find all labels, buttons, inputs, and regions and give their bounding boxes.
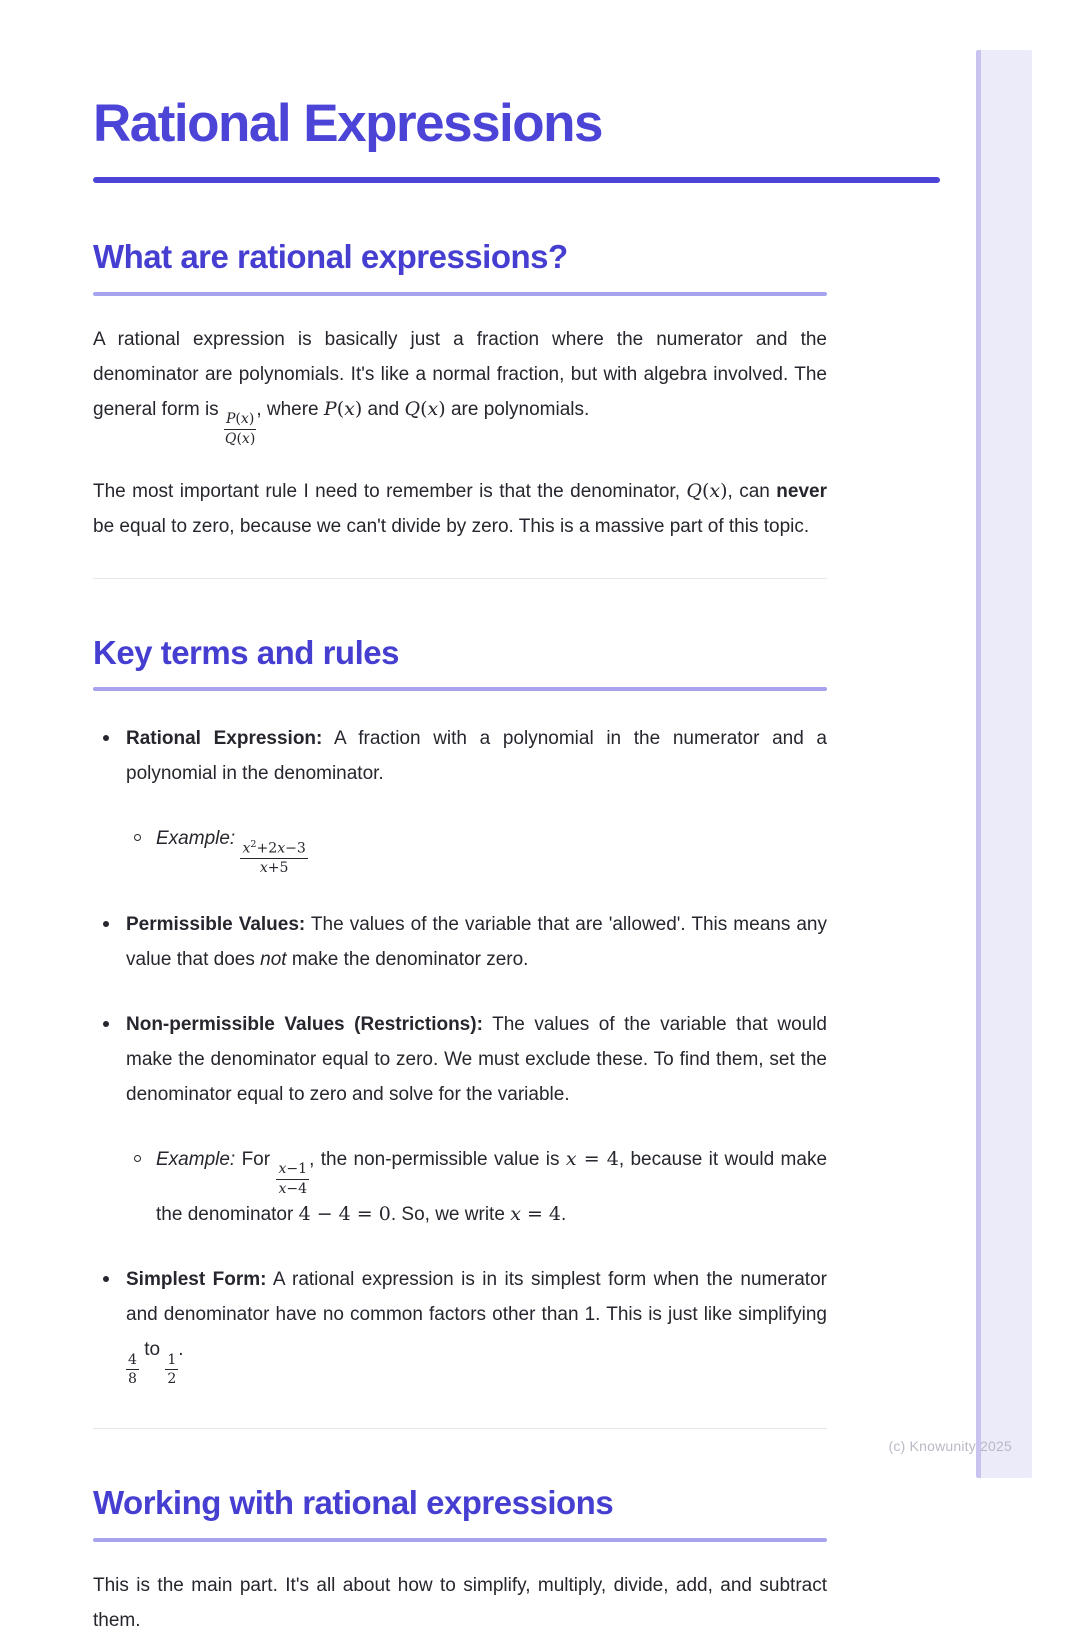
fraction-denominator: 8 <box>128 1371 137 1388</box>
term-label: Permissible Values: <box>126 913 306 935</box>
example-label: Example: <box>156 1148 236 1170</box>
text-run: For <box>235 1148 277 1170</box>
term-label: Rational Expression: <box>126 728 323 750</box>
fraction-numerator: $x^2+2x-3$ <box>240 839 307 859</box>
list-item-text <box>126 721 827 791</box>
inline-math: 4 − 4 = 0 <box>298 1203 391 1226</box>
sub-list-item-example <box>124 821 827 877</box>
text-run: , where <box>256 398 324 420</box>
text-run: and <box>362 398 405 420</box>
fraction-denominator: x+5 <box>259 860 289 877</box>
fraction-numerator: 1 <box>165 1352 178 1371</box>
example-label: Example: <box>156 828 241 850</box>
bullet-dot-icon <box>103 921 109 927</box>
heading-underline <box>93 1538 827 1542</box>
text-run: , because it would make the denominator <box>156 1148 828 1226</box>
inline-math: Q(x) <box>686 479 728 502</box>
section-heading-working-with: Working with rational expressions <box>93 1483 614 1521</box>
heading-underline <box>93 292 827 296</box>
fraction-numerator: x−1 <box>276 1161 309 1180</box>
text-run: The values of the variable that would make the denominator equal to zero. We must exclude these. To find them, set the denominator equal to zero and solve for the variable. <box>126 1013 827 1105</box>
bullet-dot-icon <box>103 1021 109 1027</box>
paragraph-working-intro: This is the main part. It's all about how to simplify, multiply, divide, add, and subtract them. <box>93 1574 827 1631</box>
bullet-list <box>93 721 827 1388</box>
list-item-text <box>126 1262 827 1388</box>
scrollbar-track[interactable] <box>976 50 1032 1478</box>
list-item-simplest-form <box>93 1262 827 1388</box>
text-run: , can <box>727 480 777 502</box>
fraction-numerator: P(x) <box>224 411 256 430</box>
fraction-one-half <box>165 1352 178 1388</box>
text-run: are polynomials. <box>445 398 590 420</box>
inline-math: Q(x) <box>404 397 446 420</box>
list-item-text <box>156 1142 827 1233</box>
fraction-general-form <box>224 411 256 447</box>
text-run: The values of the variable that are 'allowed'. This means any value that does <box>126 913 827 970</box>
fraction-denominator: Q(x) <box>224 430 256 447</box>
text-run: , the non-permissible value is <box>309 1148 566 1170</box>
paragraph-rule <box>93 474 827 544</box>
bullet-dot-icon <box>103 1276 109 1282</box>
term-label: Non-permissible Values (Restrictions): <box>126 1013 483 1035</box>
list-item-non-permissible-values <box>93 1007 827 1112</box>
watermark: (c) Knowunity 2025 <box>888 1438 1012 1454</box>
text-run: . So, we write <box>390 1204 511 1226</box>
text-run: be equal to zero, because we can't divide by zero. This is a massive part of this topic. <box>93 515 810 537</box>
section-heading-key-terms: Key terms and rules <box>93 633 399 671</box>
paragraph-definition <box>93 322 827 448</box>
heading-underline <box>93 687 827 691</box>
document-content <box>93 0 827 1638</box>
emphasis-never: never <box>776 480 827 502</box>
text-run: A fraction with a polynomial in the numerator and a polynomial in the denominator. <box>126 728 827 785</box>
fraction-four-eighths <box>126 1352 139 1388</box>
text-run: . <box>178 1339 184 1361</box>
text-run: to <box>138 1339 166 1361</box>
term-label: Simplest Form: <box>126 1269 267 1291</box>
fraction-denominator: x−4 <box>278 1180 308 1197</box>
page-title: Rational Expressions <box>93 94 603 153</box>
text-run: make the denominator zero. <box>286 948 529 970</box>
list-item-text <box>126 1007 827 1112</box>
fraction-example <box>240 839 307 877</box>
bullet-dot-icon <box>103 735 109 741</box>
fraction-numerator: 4 <box>126 1352 139 1371</box>
circle-bullet-icon <box>134 834 141 841</box>
fraction-example <box>276 1161 309 1197</box>
text-run: The most important rule I need to remember is that the denominator, <box>93 480 687 502</box>
text-run: A rational expression is basically just a fraction where the numerator and the denominator are polynomials. It's like a normal fraction, but with algebra involved. The general form is <box>93 328 827 420</box>
list-item-rational-expression <box>93 721 827 791</box>
emphasis-not: not <box>260 948 287 970</box>
list-item-text <box>156 821 827 877</box>
fraction-denominator: 2 <box>167 1371 177 1388</box>
sub-list-item-example <box>124 1142 827 1233</box>
section-heading-what-are-rational-expressions: What are rational expressions? <box>93 238 568 276</box>
text-run: A rational expression is in its simplest form when the numerator and denominator have no common factors other than 1. This is just like simplifying <box>126 1269 827 1326</box>
circle-bullet-icon <box>134 1155 141 1162</box>
inline-math: x = 4 <box>510 1203 561 1226</box>
list-item-permissible-values <box>93 907 827 977</box>
inline-math: x = 4 <box>565 1147 619 1170</box>
text-run: . <box>561 1204 567 1226</box>
inline-math: P(x) <box>323 397 363 420</box>
list-item-text <box>126 907 827 977</box>
